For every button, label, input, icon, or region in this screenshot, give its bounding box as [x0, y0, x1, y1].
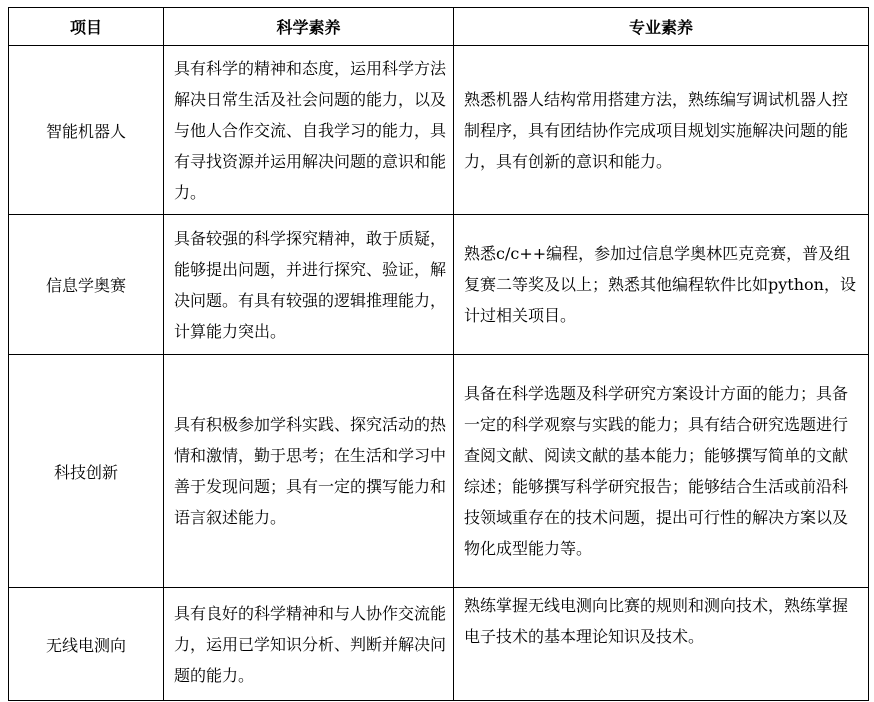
table-header-row [9, 8, 869, 46]
qualification-table [8, 7, 869, 701]
row-science: 具有积极参加学科实践、探究活动的热情和激情，勤于思考；在生活和学习中善于发现问题；具有一定的撰写能力和语言叙述能力。 [164, 355, 454, 588]
row-item: 智能机器人 [9, 46, 164, 215]
row-science: 具有科学的精神和态度，运用科学方法解决日常生活及社会问题的能力，以及与他人合作交流、自我学习的能力，具有寻找资源并运用解决问题的意识和能力。 [164, 46, 454, 215]
row-item: 信息学奥赛 [9, 215, 164, 355]
table-row [9, 588, 869, 701]
header-professional-literacy: 专业素养 [454, 8, 869, 46]
header-science-literacy: 科学素养 [164, 8, 454, 46]
row-science: 具备较强的科学探究精神，敢于质疑，能够提出问题，并进行探究、验证，解决问题。有具有较强的逻辑推理能力，计算能力突出。 [164, 215, 454, 355]
row-professional: 具备在科学选题及科学研究方案设计方面的能力；具备一定的科学观察与实践的能力；具有结合研究选题进行查阅文献、阅读文献的基本能力；能够撰写简单的文献综述；能够撰写科学研究报告；能够结合生活或前沿科技领域重存在的技术问题，提出可行性的解决方案以及物化成型能力等。 [454, 355, 869, 588]
table-row [9, 46, 869, 215]
row-professional: 熟悉机器人结构常用搭建方法，熟练编写调试机器人控制程序，具有团结协作完成项目规划实施解决问题的能力，具有创新的意识和能力。 [454, 46, 869, 215]
header-item: 项目 [9, 8, 164, 46]
table-row [9, 215, 869, 355]
row-item: 无线电测向 [9, 588, 164, 701]
table-row [9, 355, 869, 588]
row-item: 科技创新 [9, 355, 164, 588]
row-professional: 熟练掌握无线电测向比赛的规则和测向技术，熟练掌握电子技术的基本理论知识及技术。 [454, 588, 869, 701]
row-professional: 熟悉c/c++编程，参加过信息学奥林匹克竞赛，普及组复赛二等奖及以上；熟悉其他编程软件比如python，设计过相关项目。 [454, 215, 869, 355]
row-science: 具有良好的科学精神和与人协作交流能力，运用已学知识分析、判断并解决问题的能力。 [164, 588, 454, 701]
